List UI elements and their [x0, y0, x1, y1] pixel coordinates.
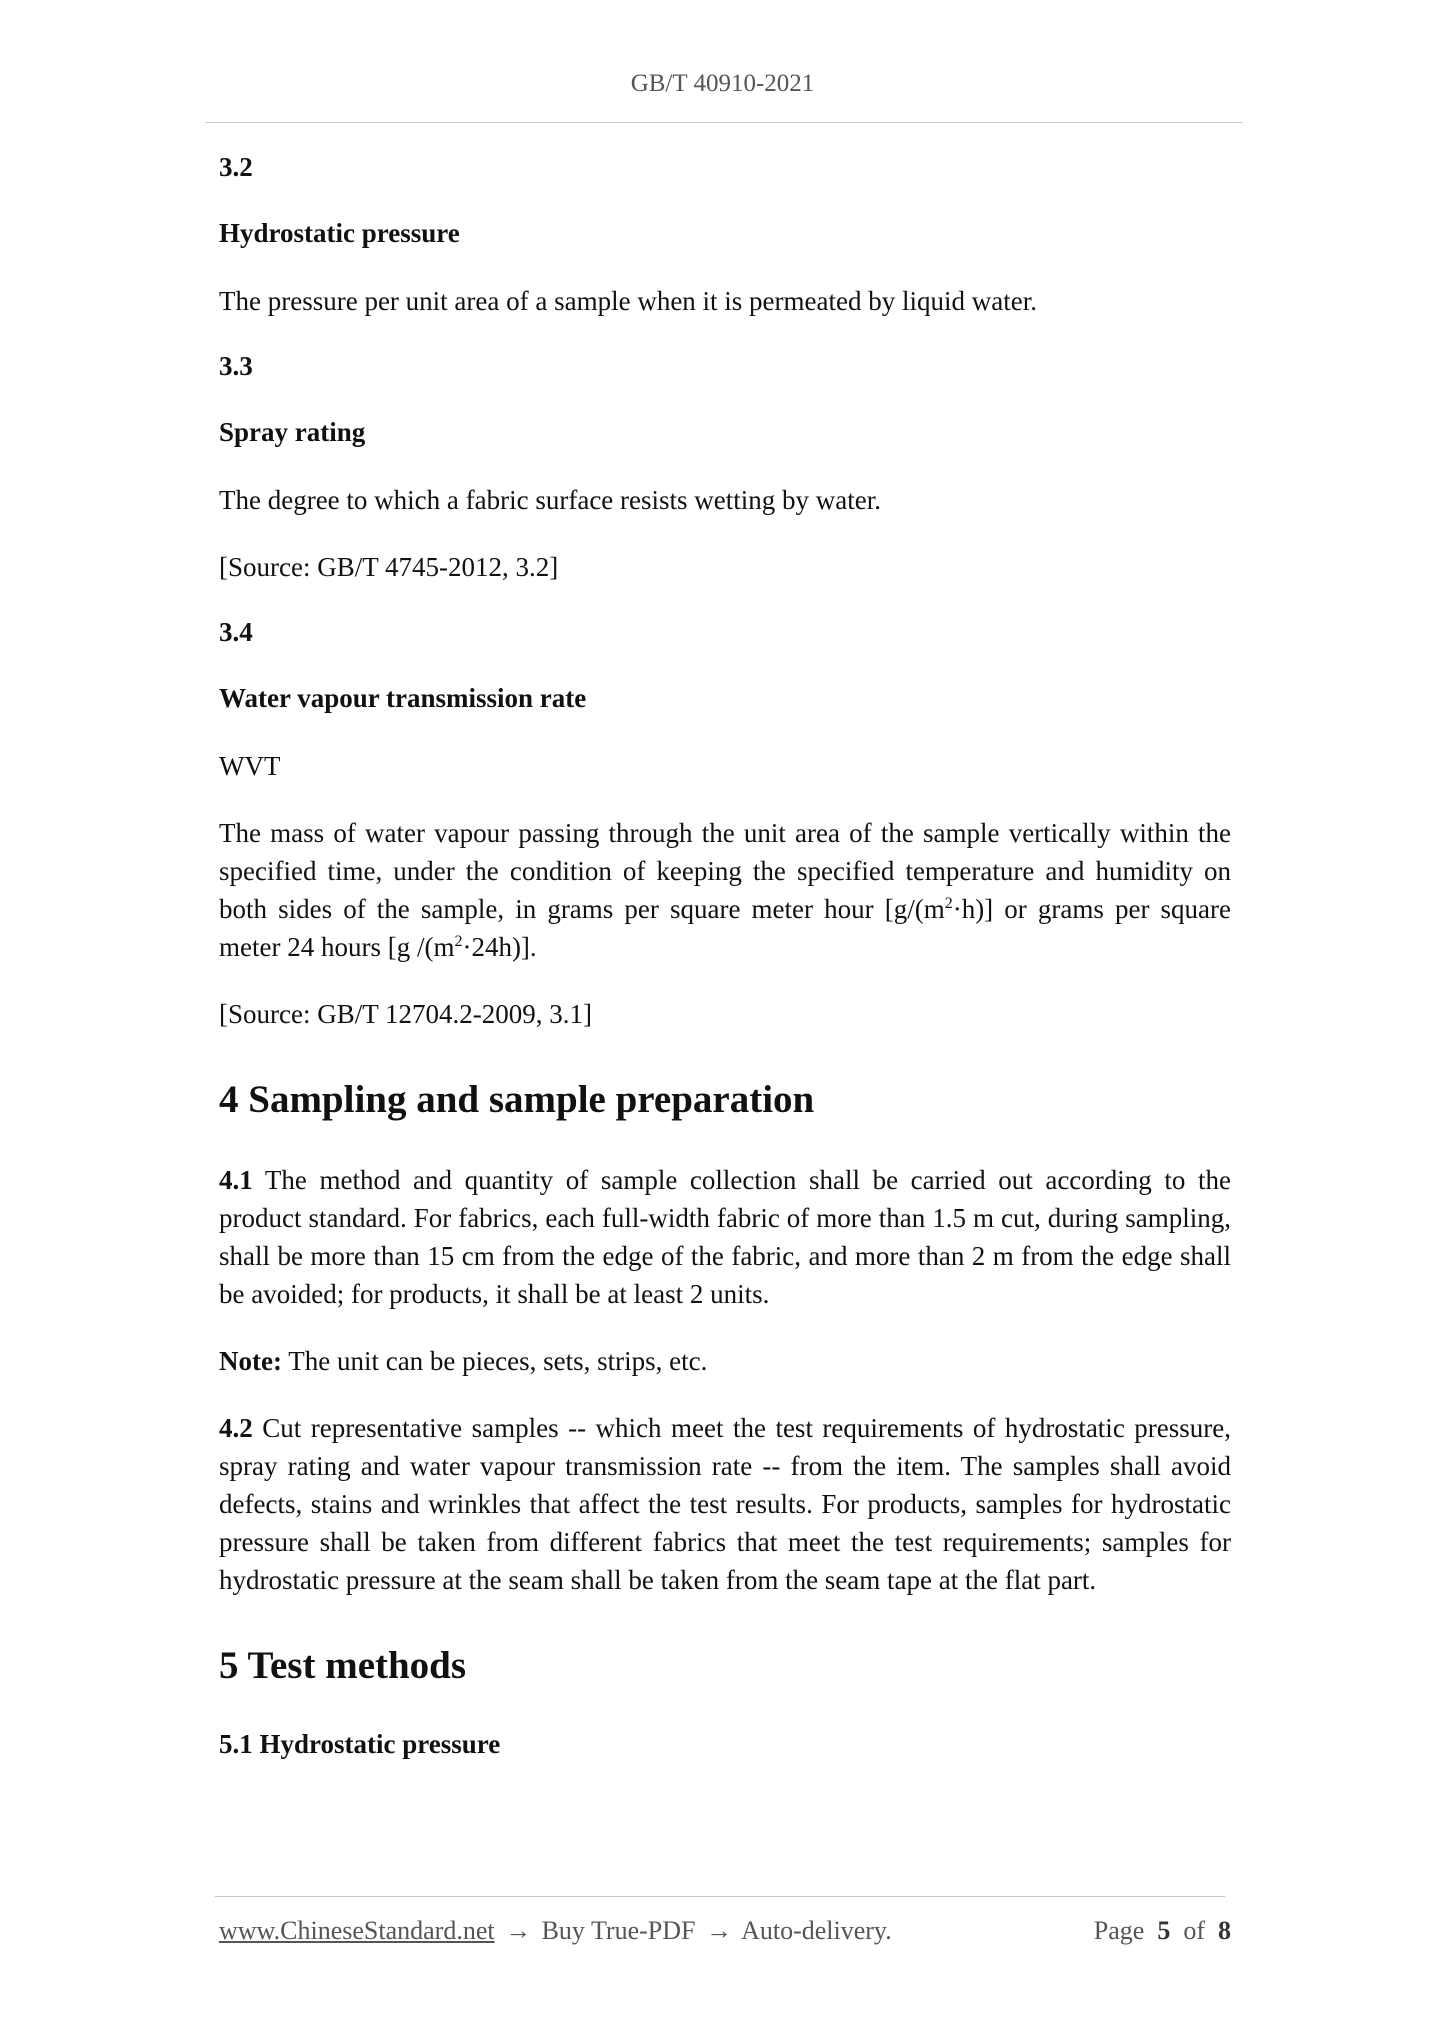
- superscript-2: 2: [454, 933, 463, 950]
- term-3-4-title: Water vapour transmission rate: [219, 683, 587, 713]
- note-text: The unit can be pieces, sets, strips, etc.: [281, 1346, 708, 1376]
- definition-text-part3: ·24h)].: [462, 932, 537, 962]
- term-3-2-definition: The pressure per unit area of a sample when it is permeated by liquid water.: [219, 286, 1037, 316]
- definition-text-part1: The mass of water vapour passing through the unit area of the sample vertically within the specified time, under the condition of keeping the specified temperature and humidity on both sides of the sample, in grams per square meter hour [g/(m: [219, 818, 1231, 924]
- page-content: [219, 150, 1231, 1761]
- header-divider: [205, 122, 1243, 123]
- section-5-heading: 5 Test methods: [219, 1644, 467, 1687]
- clause-4-1-label: 4.1: [219, 1165, 253, 1195]
- of-word: of: [1183, 1916, 1205, 1945]
- clause-4-2-label: 4.2: [219, 1413, 253, 1443]
- term-3-2-title: Hydrostatic pressure: [219, 218, 460, 248]
- auto-delivery-text: Auto-delivery.: [741, 1916, 892, 1945]
- superscript-2: 2: [944, 895, 953, 912]
- footer-divider: [215, 1896, 1225, 1897]
- current-page: 5: [1157, 1916, 1171, 1945]
- clause-4-2-text: Cut representative samples -- which meet the test requirements of hydrostatic pressure, spray rating and water vapour transmission rate -- from the item. The samples shall avoid defects, stains and wrinkles that affect the test results. For products, samples for hydrostatic pressure shall be taken from different fabrics that meet the test requirements; samples for hydrostatic pressure at the seam shall be taken from the seam tape at the flat part.: [219, 1413, 1231, 1595]
- term-3-4-definition: [219, 814, 1231, 966]
- clause-4-1: [219, 1161, 1231, 1313]
- term-3-4-source: [Source: GB/T 12704.2-2009, 3.1]: [219, 999, 592, 1029]
- definition-text-part2: ·h)] or grams per square meter 24 hours [g /(m: [219, 894, 1232, 962]
- footer-promo: [219, 1916, 892, 1946]
- subsection-5-1-heading: 5.1 Hydrostatic pressure: [219, 1729, 501, 1759]
- website-link[interactable]: www.ChineseStandard.net: [219, 1916, 495, 1945]
- term-3-3-title: Spray rating: [219, 417, 366, 447]
- arrow-right-icon: →: [706, 1916, 732, 1945]
- term-3-3-definition: The degree to which a fabric surface resists wetting by water.: [219, 485, 881, 515]
- buy-true-pdf-text: Buy True-PDF: [541, 1916, 696, 1945]
- term-3-2-number: 3.2: [219, 152, 253, 182]
- clause-4-1-text: The method and quantity of sample collection shall be carried out according to the product standard. For fabrics, each full-width fabric of more than 1.5 m cut, during sampling, shall be more than 15 cm from the edge of the fabric, and more than 2 m from the edge shall be avoided; for products, it shall be at least 2 units.: [219, 1165, 1231, 1309]
- note-label: Note:: [219, 1346, 282, 1376]
- section-4-heading: 4 Sampling and sample preparation: [219, 1078, 815, 1121]
- page-number: [1094, 1916, 1231, 1946]
- term-3-3-source: [Source: GB/T 4745-2012, 3.2]: [219, 552, 559, 582]
- term-3-3-number: 3.3: [219, 351, 253, 381]
- document-id-header: GB/T 40910-2021: [630, 70, 815, 97]
- total-pages: 8: [1218, 1916, 1231, 1945]
- page-word: Page: [1093, 1916, 1145, 1945]
- note: [219, 1342, 1231, 1380]
- clause-4-2: [219, 1409, 1231, 1599]
- term-3-4-abbreviation: WVT: [219, 751, 281, 781]
- page-footer: [219, 1916, 1231, 1950]
- term-3-4-number: 3.4: [219, 617, 253, 647]
- arrow-right-icon: →: [505, 1916, 532, 1945]
